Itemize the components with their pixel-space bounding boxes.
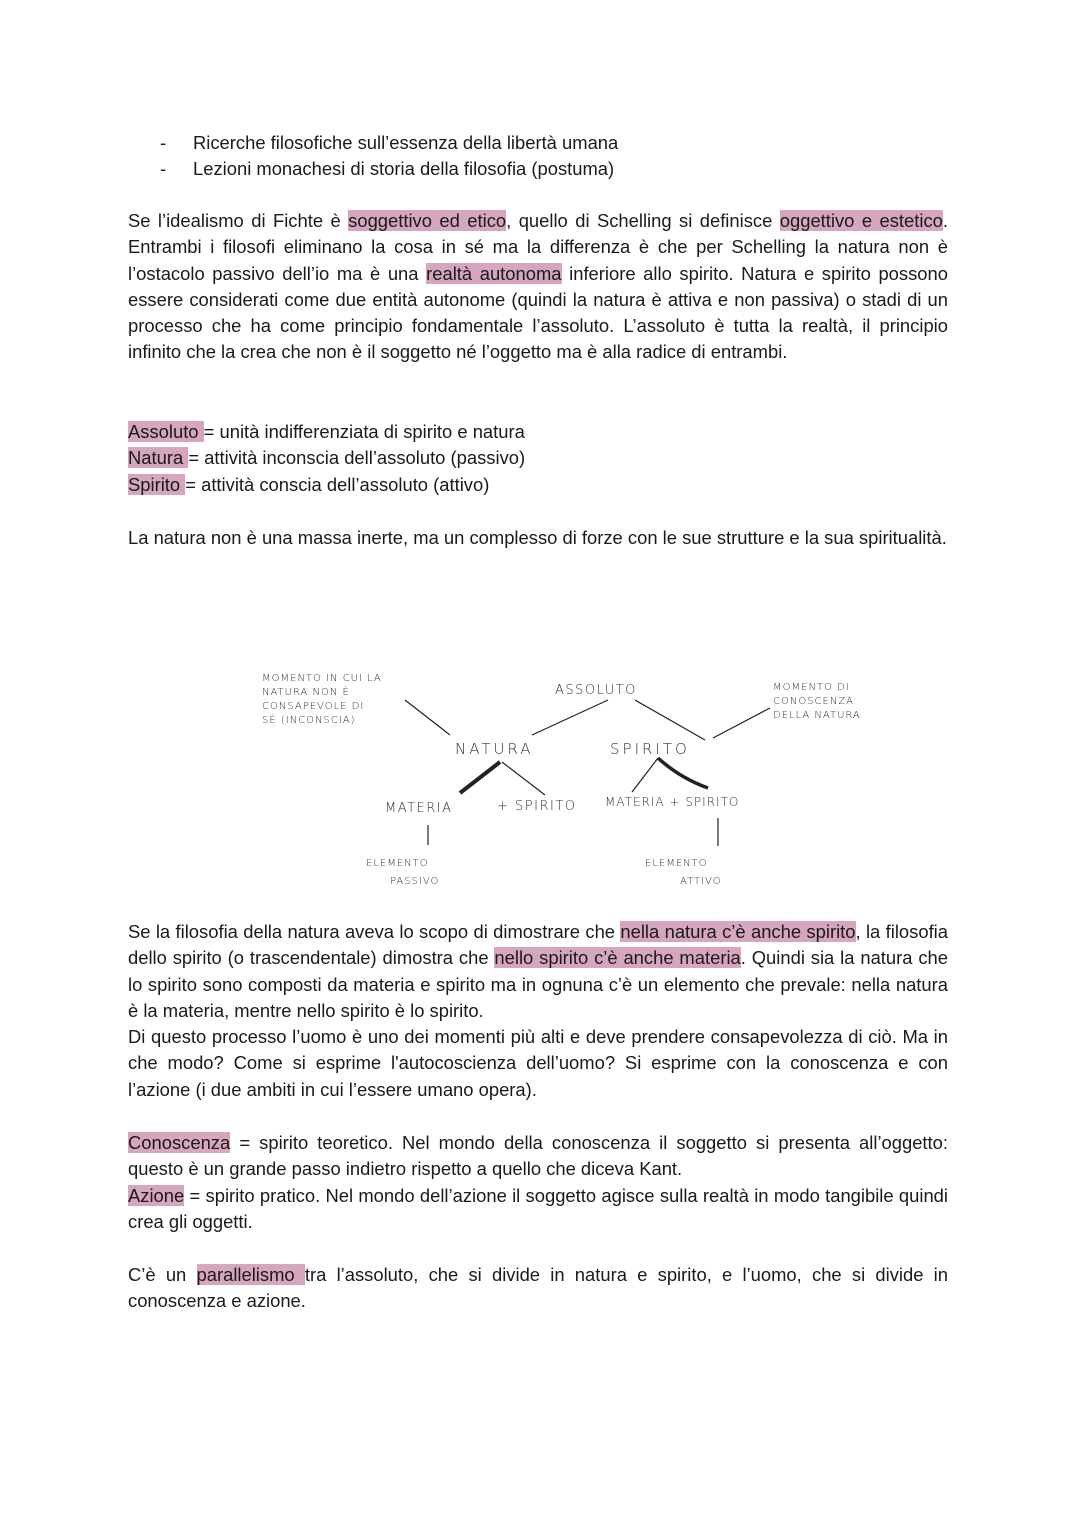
text-segment: C’è un [128, 1264, 197, 1285]
highlighted-text: Azione [128, 1184, 185, 1206]
bullet: - [160, 132, 167, 153]
right-note-line: MOMENTO DI [773, 682, 850, 693]
passive-element: PASSIVO [390, 876, 440, 887]
paragraph-line [128, 1024, 948, 1103]
highlighted-text: Conoscenza [128, 1132, 231, 1153]
paragraph-idealism [128, 208, 948, 366]
left-note-line: MOMENTO IN CUI LA [262, 673, 382, 684]
text-segment: inferiore allo spirito. Natura e spirito possono essere considerati come due entità autonome (quindi la natura è attiva e non passiva) o stadi di un processo che ha come principio fondamentale l’assoluto. L’assoluto è tutta la realtà, il principio infinito che la crea che non è il soggetto né l’oggetto ma è alla radice di entrambi. [128, 262, 948, 363]
paragraph-line [128, 419, 948, 445]
text-segment: = attività inconscia dell’assoluto (passivo) [188, 447, 526, 469]
text-segment: , quello di Schelling si definisce [506, 210, 780, 231]
left-note-line: SÉ (INCONSCIA) [262, 715, 356, 726]
highlighted-text: Assoluto [128, 421, 204, 442]
paragraph-line [128, 1130, 948, 1183]
connector [502, 762, 545, 795]
handwritten-diagram [0, 650, 1080, 900]
highlighted-text: nello spirito c’è anche materia [494, 947, 741, 969]
highlighted-text: oggettivo e estetico [779, 210, 943, 231]
connector [713, 708, 770, 738]
connector [405, 700, 450, 735]
text-segment: Se la filosofia della natura aveva lo scopo di dimostrare che [128, 921, 621, 942]
highlighted-text: Natura [128, 447, 189, 469]
active-element: ATTIVO [680, 876, 722, 887]
text-segment: Se l’idealismo di Fichte è [128, 210, 349, 231]
paragraph-line [128, 525, 948, 551]
paragraph-line [128, 1262, 948, 1315]
node-plus-spirito: + SPIRITO [497, 799, 577, 814]
left-note-line: NATURA NON È [262, 687, 350, 698]
connector [632, 758, 658, 792]
list-item-text: Ricerche filosofiche sull’essenza della libertà umana [193, 132, 619, 153]
highlighted-text: nella natura c’è anche spirito [620, 921, 856, 942]
right-note-line: DELLA NATURA [773, 710, 861, 721]
text-segment: Di questo processo l’uomo è uno dei momenti più alti e deve prendere consapevolezza di ciò. Ma in che modo? Come si esprime l'autocoscienza dell’uomo? Si esprime con la conoscenza e con l’azione (i due ambiti in cui l’essere umano opera). [128, 1026, 948, 1100]
paragraph-nature [128, 525, 948, 551]
highlighted-text: Spirito [128, 473, 186, 495]
paragraph-line [128, 1183, 948, 1236]
right-note-line: CONOSCENZA [773, 696, 855, 707]
connector-thick [658, 758, 708, 788]
paragraph-knowledge-action [128, 1130, 948, 1235]
node-materia: MATERIA [385, 801, 453, 816]
list-item [160, 130, 618, 156]
paragraph-line [128, 472, 948, 498]
node-natura: NATURA [455, 740, 534, 758]
text-segment: = spirito pratico. Nel mondo dell’azione il soggetto agisce sulla realtà in modo tangibile quindi crea gli oggetti. [128, 1184, 948, 1232]
connector [635, 700, 705, 740]
node-assoluto: ASSOLUTO [555, 683, 637, 698]
paragraph-philosophy-of-spirit [128, 919, 948, 1103]
bullet: - [160, 158, 167, 180]
highlighted-text: realtà autonoma [426, 262, 562, 284]
node-spirito: SPIRITO [610, 740, 690, 758]
text-segment: . Quindi sia la natura che lo spirito sono composti da materia e spirito ma in ognuna c’è un elemento che prevale: nella natura è la materia, mentre nello spirito è lo spirito. [128, 947, 949, 1021]
text-segment: . Entrambi i filosofi eliminano la cosa in sé ma la differenza è che per Schelling la natura non è l’ostacolo passivo dell’io ma è una [128, 210, 949, 284]
paragraph-line [128, 919, 948, 1024]
list-item-text: Lezioni monachesi di storia della filosofia (postuma) [193, 158, 615, 180]
paragraph-line [128, 445, 948, 471]
connector-thick [460, 762, 500, 793]
passive-element: ELEMENTO [366, 858, 429, 869]
text-segment: = spirito teoretico. Nel mondo della conoscenza il soggetto si presenta all’oggetto: questo è un grande passo indietro rispetto a quello che diceva Kant. [128, 1132, 948, 1180]
connector [532, 700, 608, 735]
paragraph-line [128, 208, 948, 366]
active-element: ELEMENTO [645, 858, 708, 869]
definitions [128, 419, 948, 498]
paragraph-parallelism [128, 1262, 948, 1315]
text-segment: = unità indifferenziata di spirito e natura [203, 421, 525, 442]
text-segment: tra l’assoluto, che si divide in natura e spirito, e l’uomo, che si divide in conoscenza e azione. [128, 1264, 948, 1312]
text-segment: La natura non è una massa inerte, ma un complesso di forze con le sue strutture e la sua spiritualità. [128, 527, 947, 548]
text-segment: , la filosofia dello spirito (o trascendentale) dimostra che [128, 921, 948, 969]
bullet-list [160, 130, 618, 183]
left-note-line: CONSAPEVOLE DI [262, 701, 365, 712]
highlighted-text: soggettivo ed etico [348, 210, 507, 231]
node-materia-spirito: MATERIA + SPIRITO [605, 795, 740, 809]
list-item [160, 156, 618, 182]
text-segment: = attività conscia dell’assoluto (attivo) [185, 473, 490, 495]
highlighted-text: parallelismo [196, 1264, 305, 1285]
